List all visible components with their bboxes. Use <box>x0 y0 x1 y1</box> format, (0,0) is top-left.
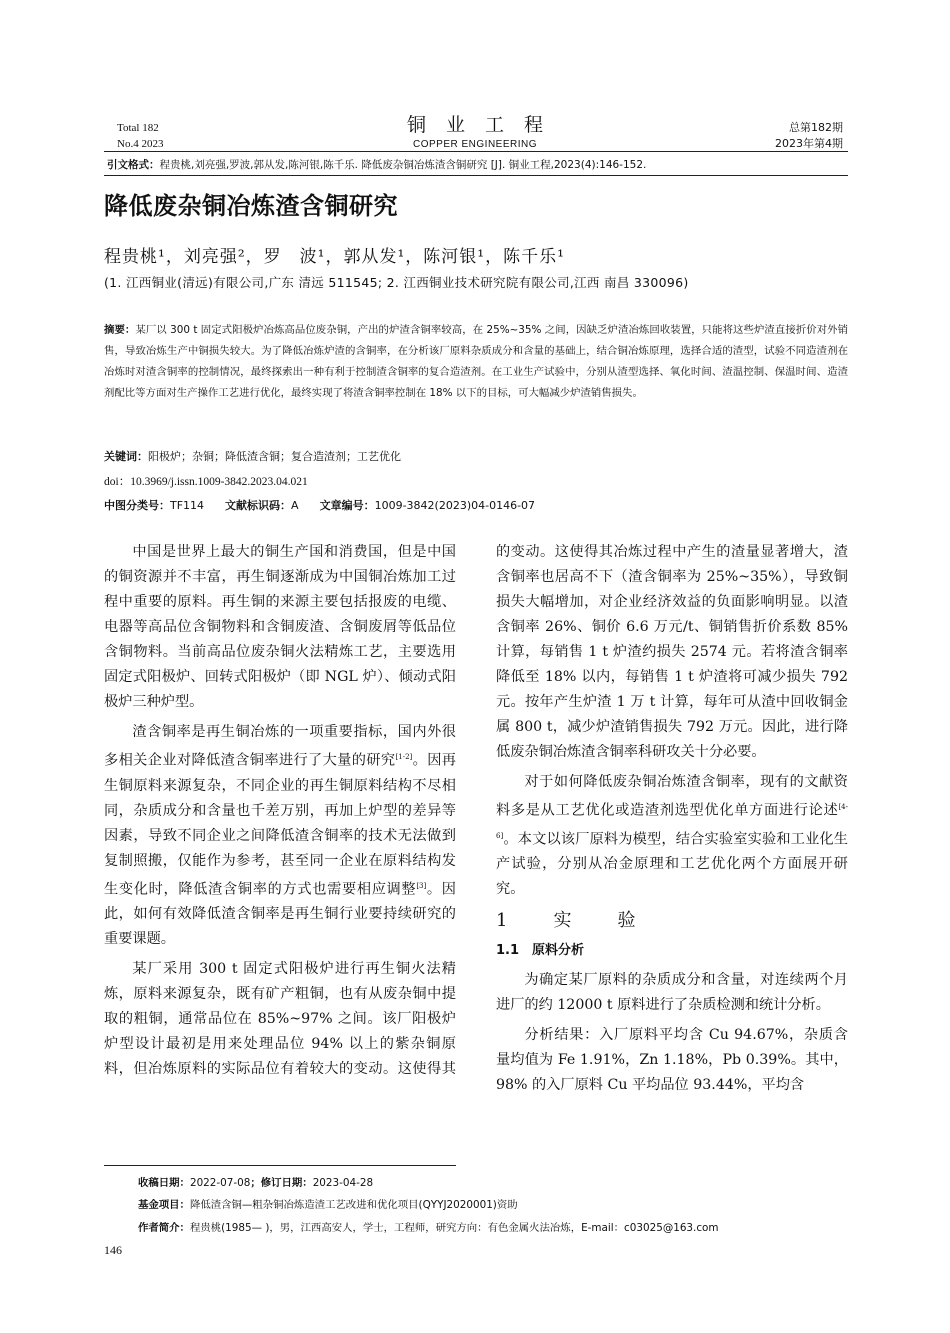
citation-label: 引文格式： <box>107 159 160 171</box>
issue-number-cn: 2023年第4期 <box>775 137 843 150</box>
journal-name-en: COPPER ENGINEERING <box>412 139 538 150</box>
doc-code: A <box>291 499 299 512</box>
reference-3: [3] <box>416 881 427 890</box>
citation-text: 程贵桃,刘亮强,罗波,郭从发,陈河银,陈千乐. 降低废杂铜冶炼渣含铜研究 [J]. 铜业工程,2023(4):146-152. <box>159 159 647 171</box>
paragraph-raw-material-1: 为确定某厂原料的杂质成分和含量，对连续两个月进厂的约 12000 t 原料进行了杂质检测和统计分析。 <box>496 972 848 1014</box>
issue-number-en: No.4 2023 <box>117 138 164 150</box>
citation-rule <box>104 175 848 176</box>
article-number-label: 文章编号： <box>319 499 375 512</box>
paragraph-intro-4-b: 。本文以该厂原料为模型，结合实验室实验和工业化生产试验，分别从冶金原理和工艺优化两个方面展开研究。 <box>496 831 848 898</box>
body-column-right <box>496 540 848 1103</box>
classification-line <box>104 497 535 513</box>
revised-label: ；修订日期： <box>250 1177 313 1189</box>
header-rule <box>104 151 848 152</box>
section-heading-1: 1 实 验 <box>496 910 650 932</box>
paragraph-intro-2-a: 渣含铜率是再生铜冶炼的一项重要指标，国内外很多相关企业对降低渣含铜率进行了大量的研究 <box>104 724 456 769</box>
affiliations: (1. 江西铜业(清远)有限公司,广东 清远 511545; 2. 江西铜业技术研究院有限公司,江西 南昌 330096) <box>104 275 689 290</box>
paragraph-intro-2 <box>104 720 456 952</box>
fund-note <box>138 1196 518 1211</box>
header-right <box>775 120 843 152</box>
subsection-heading-1-1: 1.1 原料分析 <box>496 943 585 959</box>
paragraph-intro-3-cont: 的变动。这使得其冶炼过程中产生的渣量显著增大，渣含铜率也居高不下（渣含铜率为 25%~35%），导致铜损失大幅增加，对企业经济效益的负面影响明显。以渣含铜率 26%、铜价 6.6 万元/t、铜销售折价系数 85% 计算，每销售 1 t 炉渣约损失 2574 元。若将渣含铜率降低至 18% 以内，每销售 1 t 炉渣将可减少损失 792 元。按年产生炉渣 1 万 t 计算，每年可从渣中回收铜金属 800 t，减少炉渣销售损失 792 万元。因此，进行降低废杂铜冶炼渣含铜率科研攻关十分必要。 <box>496 544 848 760</box>
paper-title: 降低废杂铜冶炼渣含铜研究 <box>104 192 398 220</box>
bio-label: 作者简介： <box>138 1222 190 1234</box>
paragraph-raw-material-2: 分析结果：入厂原料平均含 Cu 94.67%，杂质含量均值为 Fe 1.91%，Zn 1.18%，Pb 0.39%。其中，98% 的入厂原料 Cu 平均品位 93.44%，平均含 <box>496 1027 848 1094</box>
total-issue-cn: 总第182期 <box>789 121 843 134</box>
abstract <box>104 320 848 404</box>
paragraph-intro-2-b: 。因再生铜原料来源复杂，不同企业的再生铜原料结构不尽相同，杂质成分和含量也千差万别，再加上炉型的差异等因素，导致不同企业之间降低渣含铜率的技术无法做到复制照搬，仅能作为参考，甚至同一企业在原料结构发生变化时，降低渣含铜率的方式也需要相应调整 <box>104 752 456 898</box>
doi: doi：10.3969/j.issn.1009-3842.2023.04.021 <box>104 476 308 488</box>
clc-label: 中图分类号： <box>104 499 170 512</box>
author-bio <box>138 1219 719 1234</box>
total-issue-en: Total 182 <box>117 122 159 134</box>
fund-value: 降低渣含铜—粗杂铜冶炼造渣工艺改进和优化项目(QYYJ2020001)资助 <box>189 1199 518 1211</box>
journal-name-cn: 铜业工程 <box>406 114 563 136</box>
article-number: 1009-3842(2023)04-0146-07 <box>374 499 536 512</box>
paragraph-intro-3: 某厂采用 300 t 固定式阳极炉进行再生铜火法精炼，原料来源复杂，既有矿产粗铜，也有从废杂铜中提取的粗铜，通常品位在 85%~97% 之间。该厂阳极炉炉型设计最初是用来处理品位 94% 以上的紫杂铜原料，但冶炼原料的实际品位有着较大的变动。这使得其 <box>104 961 456 1078</box>
revised-value: 2023-04-28 <box>312 1177 374 1189</box>
keywords-label: 关键词： <box>104 450 148 463</box>
clc-code: TF114 <box>170 499 205 512</box>
paragraph-intro-4 <box>496 770 848 902</box>
reference-1-2: [1-2] <box>395 753 413 761</box>
footnote-rule <box>104 1165 456 1166</box>
author-list: 程贵桃¹，刘亮强²，罗 波¹，郭从发¹，陈河银¹，陈千乐¹ <box>104 247 565 267</box>
page-number: 146 <box>104 1243 122 1257</box>
received-value: 2022-07-08 <box>189 1177 251 1189</box>
received-label: 收稿日期： <box>138 1177 190 1189</box>
bio-value: 程贵桃(1985— )，男，江西高安人，学士，工程师，研究方向：有色金属火法冶炼，E-mail：c03025@163.com <box>189 1222 719 1234</box>
fund-label: 基金项目： <box>138 1199 190 1211</box>
paragraph-intro-2-c: 。因此，如何有效降低渣含铜率是再生铜行业要持续研究的重要课题。 <box>104 881 456 948</box>
received-date <box>138 1174 373 1189</box>
body-column-left <box>104 540 456 1086</box>
keywords <box>104 448 401 464</box>
abstract-label: 摘要： <box>104 324 136 336</box>
keywords-text: 阳极炉；杂铜；降低渣含铜；复合造渣剂；工艺优化 <box>148 450 401 463</box>
abstract-text: 某厂以 300 t 固定式阳极炉冶炼高品位废杂铜，产出的炉渣含铜率较高，在 25%~35% 之间，因缺乏炉渣冶炼回收装置，只能将这些炉渣直接折价对外销售，导致冶炼生产中铜损失较大。为了降低冶炼炉渣的含铜率，在分析该厂原料杂质成分和含量的基础上，结合铜冶炼原理，选择合适的渣型，试验不同造渣剂在冶炼时对渣含铜率的控制情况，最终探索出一种有利于控制渣含铜率的复合造渣剂。在工业生产试验中，分别从渣型选择、氧化时间、渣温控制、保温时间、造渣剂配比等方面对生产操作工艺进行优化，最终实现了将渣含铜率控制在 18% 以下的目标，可大幅减少炉渣销售损失。 <box>104 324 848 399</box>
paragraph-intro-4-a: 对于如何降低废杂铜冶炼渣含铜率，现有的文献资料多是从工艺优化或造渣剂选型优化单方面进行论述 <box>496 774 848 819</box>
doc-code-label: 文献标识码： <box>225 499 292 512</box>
reference-4-6: [4-6] <box>496 803 848 840</box>
paragraph-intro-1: 中国是世界上最大的铜生产国和消费国，但是中国的铜资源并不丰富，再生铜逐渐成为中国铜冶炼加工过程中重要的原料。再生铜的来源主要包括报废的电缆、电器等高品位含铜物料和含铜废渣、含铜废屑等低品位含铜物料。当前高品位废杂铜火法精炼工艺，主要选用固定式阳极炉、回转式阳极炉（即 NGL 炉）、倾动式阳极炉三种炉型。 <box>104 544 456 710</box>
citation-line <box>107 157 646 172</box>
